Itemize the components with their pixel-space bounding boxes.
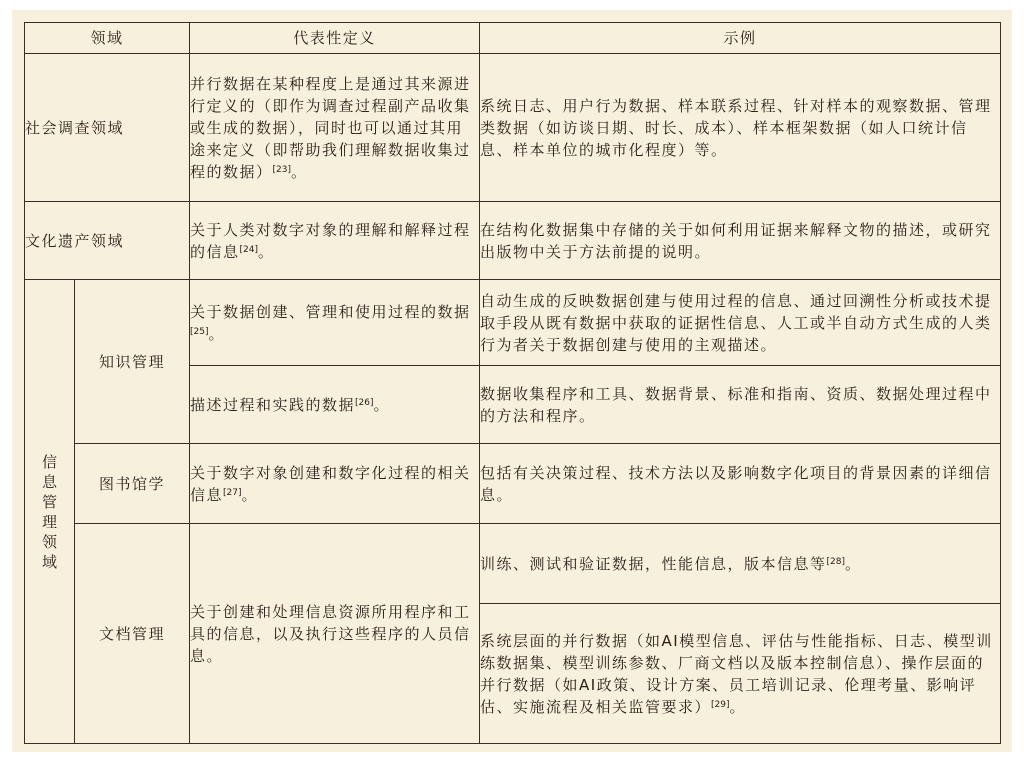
example-library: 包括有关决策过程、技术方法以及影响数字化项目的背景因素的详细信息。: [480, 444, 1001, 524]
domain-info-management: 信 息 管 理 领 域: [25, 280, 75, 744]
ref-26: [26]: [355, 397, 374, 408]
ref-23: [23]: [272, 164, 292, 175]
example-knowledge-2: 数据收集程序和工具、数据背景、标准和指南、资质、数据处理过程中的方法和程序。: [480, 366, 1001, 444]
subdomain-archive: 文档管理: [75, 524, 190, 744]
table-row-archive-1: [25, 524, 1001, 604]
header-definition: 代表性定义: [190, 23, 480, 54]
domain-heritage: 文化遗产领域: [25, 202, 190, 280]
example-social: 系统日志、用户行为数据、样本联系过程、针对样本的观察数据、管理类数据（如访谈日期、时长、成本）、样本框架数据（如人口统计信息、样本单位的城市化程度）等。: [480, 54, 1001, 202]
table-row-knowledge-1: [25, 280, 1001, 366]
header-row: [25, 23, 1001, 54]
table-row-library: [25, 444, 1001, 524]
ref-24: [24]: [239, 244, 259, 255]
header-example: 示例: [480, 23, 1001, 54]
table-row-heritage: [25, 202, 1001, 280]
example-archive-1: 训练、测试和验证数据，性能信息，版本信息等[28]。: [480, 524, 1001, 604]
example-knowledge-1: 自动生成的反映数据创建与使用过程的信息、通过回溯性分析或技术提取手段从既有数据中获取的证据性信息、人工或半自动方式生成的人类行为者关于数据创建与使用的主观描述。: [480, 280, 1001, 366]
definition-archive: 关于创建和处理信息资源所用程序和工具的信息，以及执行这些程序的人员信息。: [190, 524, 480, 744]
example-archive-2: 系统层面的并行数据（如AI模型信息、评估与性能指标、日志、模型训练数据集、模型训练参数、厂商文档以及版本控制信息）、操作层面的并行数据（如AI政策、设计方案、员工培训记录、伦理考量、影响评估、实施流程及相关监管要求）[29]。: [480, 604, 1001, 744]
table-row-social: [25, 54, 1001, 202]
definition-heritage: 关于人类对数字对象的理解和解释过程的信息[24]。: [190, 202, 480, 280]
parallel-data-table: [24, 22, 1001, 744]
subdomain-library: 图书馆学: [75, 444, 190, 524]
definition-knowledge-2: 描述过程和实践的数据[26]。: [190, 366, 480, 444]
page-background: [12, 10, 1012, 752]
subdomain-knowledge: 知识管理: [75, 280, 190, 444]
example-heritage: 在结构化数据集中存储的关于如何利用证据来解释文物的描述，或研究出版物中关于方法前提的说明。: [480, 202, 1001, 280]
ref-27: [27]: [223, 487, 242, 498]
definition-social: 并行数据在某种程度上是通过其来源进行定义的（即作为调查过程副产品收集或生成的数据），同时也可以通过其用途来定义（即帮助我们理解数据收集过程的数据）[23]。: [190, 54, 480, 202]
ref-25: [25]: [190, 326, 209, 337]
definition-library: 关于数字对象创建和数字化过程的相关信息[27]。: [190, 444, 480, 524]
domain-social: 社会调查领域: [25, 54, 190, 202]
ref-29: [29]: [711, 699, 730, 710]
ref-28: [28]: [826, 556, 846, 567]
header-domain: 领域: [25, 23, 190, 54]
definition-knowledge-1: 关于数据创建、管理和使用过程的数据[25]。: [190, 280, 480, 366]
